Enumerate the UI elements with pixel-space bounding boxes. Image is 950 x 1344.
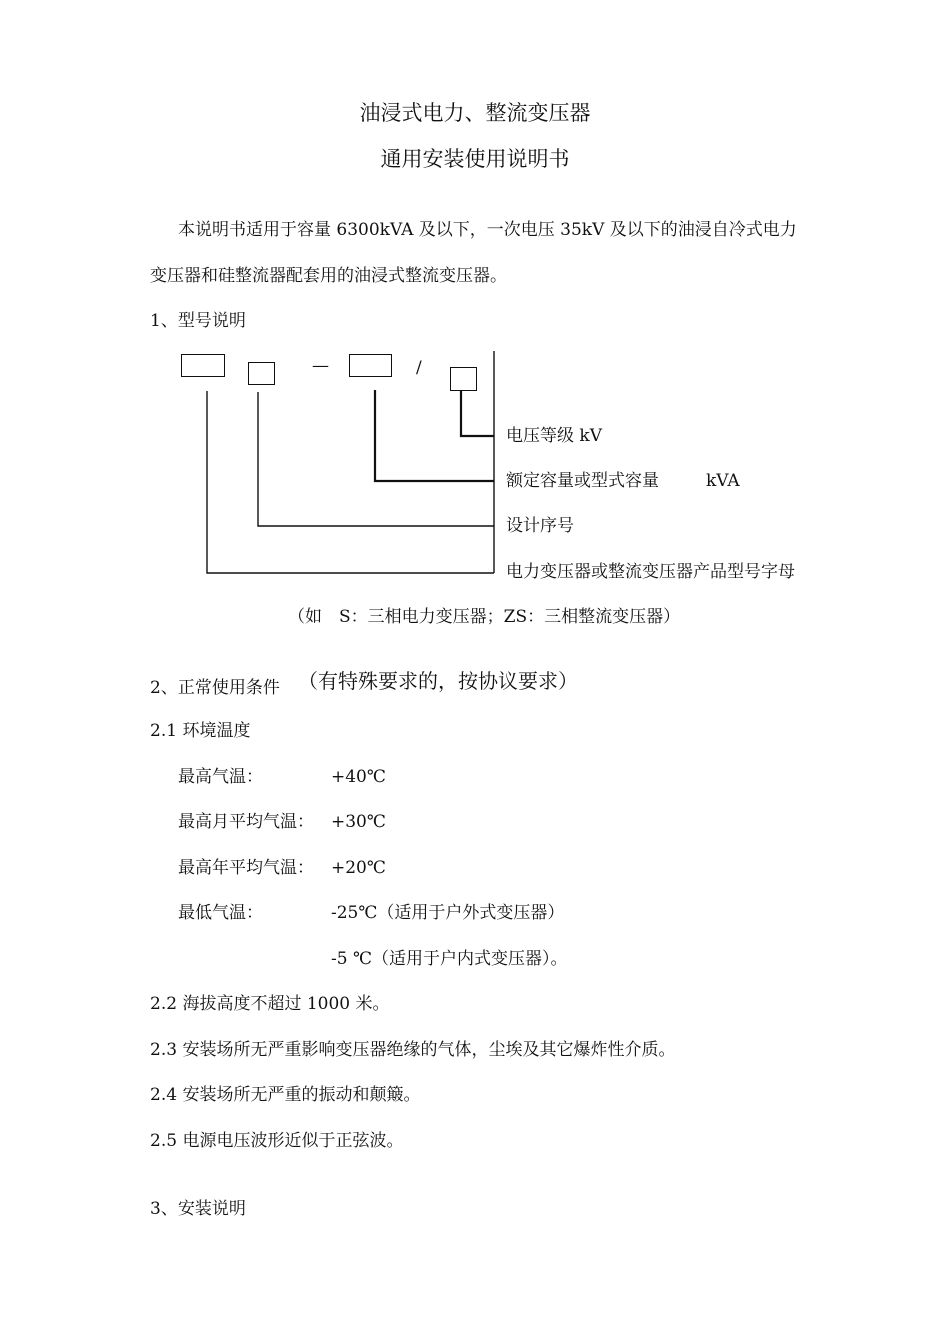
condition-altitude: 2.2 海拔高度不超过 1000 米。 xyxy=(150,994,390,1014)
temp-label-monthly-avg: 最高月平均气温： xyxy=(178,812,314,832)
model-example-note: （如 S：三相电力变压器；ZS：三相整流变压器） xyxy=(288,607,681,627)
temp-label-yearly-avg: 最高年平均气温： xyxy=(178,858,314,878)
condition-waveform: 2.5 电源电压波形近似于正弦波。 xyxy=(150,1131,404,1151)
label-product-letter: 电力变压器或整流变压器产品型号字母 xyxy=(506,562,795,582)
intro-line-2: 变压器和硅整流器配套用的油浸式整流变压器。 xyxy=(150,266,507,286)
temp-label-min: 最低气温： xyxy=(178,903,263,923)
intro-line-1: 本说明书适用于容量 6300kVA 及以下，一次电压 35kV 及以下的油浸自冷式电力 xyxy=(178,220,797,240)
temp-value-min-outdoor: -25℃（适用于户外式变压器） xyxy=(331,903,565,923)
code-dash: — xyxy=(312,356,329,376)
condition-environment: 2.3 安装场所无严重影响变压器绝缘的气体，尘埃及其它爆炸性介质。 xyxy=(150,1040,676,1060)
label-design-serial: 设计序号 xyxy=(506,516,574,536)
document-title: 油浸式电力、整流变压器 xyxy=(359,101,591,125)
section-3-heading: 3、安装说明 xyxy=(150,1199,246,1219)
document-subtitle: 通用安装使用说明书 xyxy=(380,147,570,171)
label-rated-capacity: 额定容量或型式容量 xyxy=(506,471,659,491)
temp-label-max: 最高气温： xyxy=(178,767,263,787)
temp-value-monthly-avg: +30℃ xyxy=(331,812,386,832)
env-temperature-heading: 2.1 环境温度 xyxy=(150,721,251,741)
label-kva-unit: kVA xyxy=(706,471,740,491)
section-1-heading: 1、型号说明 xyxy=(150,311,246,331)
temp-value-min-indoor: -5 ℃（适用于户内式变压器）。 xyxy=(331,949,568,969)
code-slash: / xyxy=(416,358,422,378)
section-2-heading-note: （有特殊要求的，按协议要求） xyxy=(298,669,578,693)
condition-vibration: 2.4 安装场所无严重的振动和颠簸。 xyxy=(150,1085,421,1105)
temp-value-max: +40℃ xyxy=(331,767,386,787)
temp-value-yearly-avg: +20℃ xyxy=(331,858,386,878)
label-voltage-class: 电压等级 kV xyxy=(506,426,602,446)
section-2-heading: 2、正常使用条件 xyxy=(150,678,280,698)
